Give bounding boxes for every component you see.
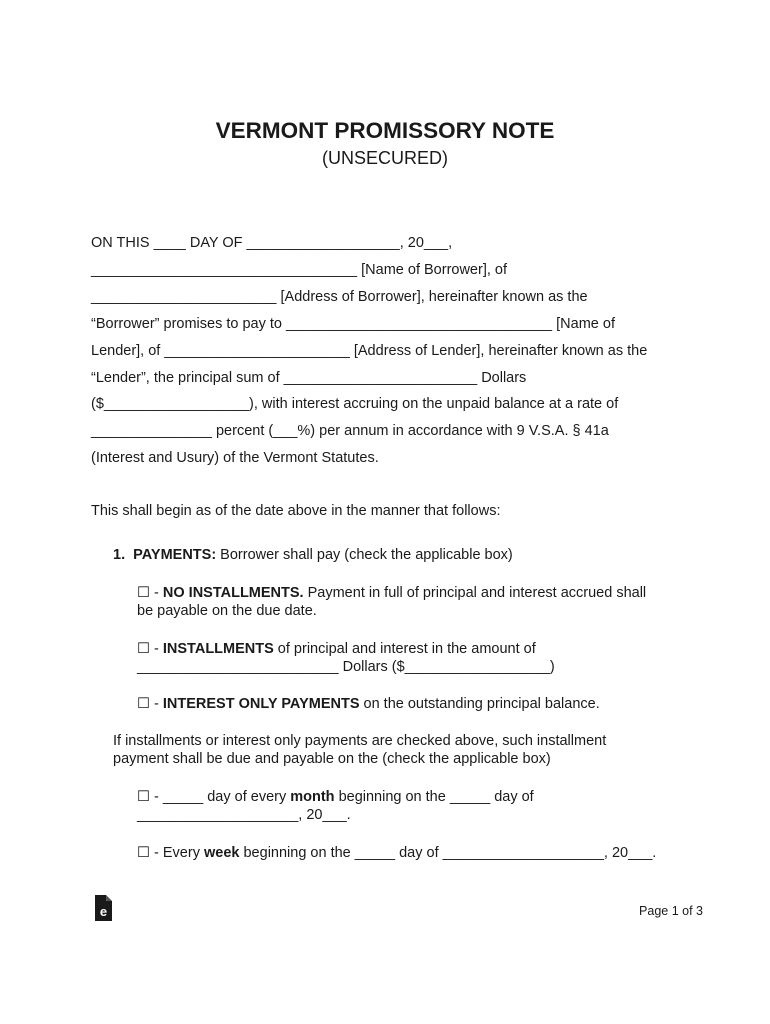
schedule-intro-line: If installments or interest only payments are checked above, such installment <box>113 733 607 749</box>
option-text: of principal and interest in the amount of <box>273 641 536 657</box>
section-number: 1. <box>113 547 126 563</box>
option-interest-only <box>137 695 600 713</box>
checkbox-interest-only[interactable]: ☐ <box>137 696 150 712</box>
option-text: beginning on the _____ day of ____________________, 20___. <box>239 845 657 861</box>
intro-line: _________________________________ [Name of Borrower], of <box>91 262 508 278</box>
intro-line: _______________________ [Address of Borrower], hereinafter known as the <box>91 289 588 305</box>
option-label: NO INSTALLMENTS. <box>162 585 304 601</box>
document-title: VERMONT PROMISSORY NOTE <box>215 118 555 143</box>
option-text: beginning on the _____ day of <box>334 789 534 805</box>
option-installments <box>137 640 536 658</box>
option-weekly <box>137 844 656 862</box>
section-heading: PAYMENTS: <box>133 547 217 563</box>
section-text: Borrower shall pay (check the applicable box) <box>216 547 513 563</box>
option-monthly <box>137 788 534 806</box>
intro-line: ($__________________), with interest accruing on the unpaid balance at a rate of <box>91 396 619 412</box>
begin-sentence: This shall begin as of the date above in the manner that follows: <box>91 503 501 519</box>
intro-line: Lender], of _______________________ [Address of Lender], hereinafter known as the <box>91 343 648 359</box>
svg-text:e: e <box>99 904 108 919</box>
option-prefix: - <box>150 641 163 657</box>
checkbox-installments[interactable]: ☐ <box>137 641 150 657</box>
option-text: Payment in full of principal and interest accrued shall <box>303 585 647 601</box>
document-subtitle: (UNSECURED) <box>322 148 448 168</box>
option-prefix: - <box>150 696 163 712</box>
option-label: week <box>203 845 240 861</box>
checkbox-no-installments[interactable]: ☐ <box>137 585 150 601</box>
section-payments-heading <box>113 546 513 564</box>
option-monthly-line2: ____________________, 20___. <box>137 807 351 823</box>
option-text: - Every <box>150 845 204 861</box>
option-label: month <box>290 789 335 805</box>
eforms-logo-icon <box>93 895 113 921</box>
intro-line: “Borrower” promises to pay to _________________________________ [Name of <box>91 316 615 332</box>
option-text: - _____ day of every <box>150 789 291 805</box>
schedule-intro-line: payment shall be due and payable on the (check the applicable box) <box>113 751 551 767</box>
intro-line: “Lender”, the principal sum of ________________________ Dollars <box>91 370 527 386</box>
option-no-installments-line2: be payable on the due date. <box>137 603 317 619</box>
option-prefix: - <box>150 585 163 601</box>
checkbox-weekly[interactable]: ☐ <box>137 845 150 861</box>
checkbox-monthly[interactable]: ☐ <box>137 789 150 805</box>
intro-line: _______________ percent (___%) per annum in accordance with 9 V.S.A. § 41a <box>91 423 609 439</box>
option-label: INTEREST ONLY PAYMENTS <box>162 696 360 712</box>
intro-line: ON THIS ____ DAY OF ___________________, 20___, <box>91 235 453 251</box>
page-number: Page 1 of 3 <box>639 904 703 918</box>
intro-line: (Interest and Usury) of the Vermont Statutes. <box>91 450 379 466</box>
option-no-installments <box>137 584 646 602</box>
option-label: INSTALLMENTS <box>162 641 274 657</box>
option-installments-line2: _________________________ Dollars ($__________________) <box>137 659 555 675</box>
option-text: on the outstanding principal balance. <box>359 696 600 712</box>
